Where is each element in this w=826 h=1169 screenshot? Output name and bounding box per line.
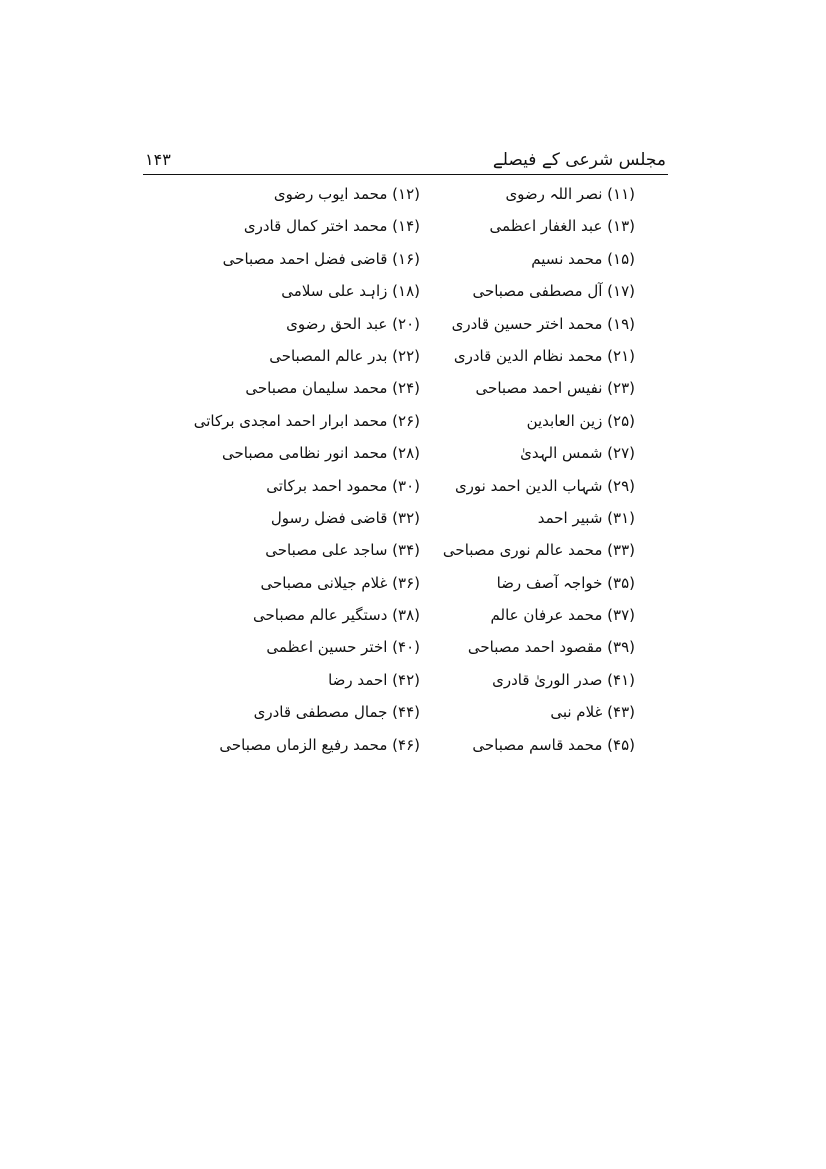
name-entry: (۱۴) محمد اختر کمال قادری bbox=[243, 217, 420, 236]
name-entry: (۱۷) آل مصطفی مصباحی bbox=[472, 282, 635, 301]
name-entry: (۳۱) شبیر احمد bbox=[537, 508, 635, 527]
name-entry: (۳۵) خواجہ آصف رضا bbox=[496, 573, 635, 592]
name-entry: (۳۳) محمد عالم نوری مصباحی bbox=[442, 541, 635, 560]
name-entry: (۴۶) محمد رفیع الزماں مصباحی bbox=[219, 735, 420, 754]
name-entry: (۲۵) زین العابدین bbox=[526, 411, 635, 430]
name-entry: (۲۴) محمد سلیمان مصباحی bbox=[245, 379, 420, 398]
list-row bbox=[245, 375, 635, 407]
list-row bbox=[250, 278, 635, 310]
name-entry: (۴۱) صدر الوریٰ قادری bbox=[492, 670, 635, 689]
name-entry: (۳۰) محمود احمد برکاتی bbox=[266, 476, 420, 495]
name-entry: (۴۴) جمال مصطفی قادری bbox=[253, 703, 420, 722]
list-row bbox=[250, 473, 635, 505]
names-list bbox=[193, 181, 635, 764]
name-entry: (۲۰) عبد الحق رضوی bbox=[286, 314, 420, 333]
name-entry: (۴۳) غلام نبی bbox=[550, 703, 635, 722]
list-row bbox=[219, 732, 635, 764]
name-entry: (۲۷) شمس الہدیٰ bbox=[520, 444, 635, 463]
page-number: ۱۴۳ bbox=[145, 150, 171, 169]
name-entry: (۱۳) عبد الغفار اعظمی bbox=[489, 217, 635, 236]
running-title: مجلس شرعی کے فیصلے bbox=[492, 150, 666, 170]
list-row bbox=[250, 537, 635, 569]
name-entry: (۲۳) نفیس احمد مصباحی bbox=[475, 379, 635, 398]
list-row bbox=[250, 699, 635, 731]
list-row bbox=[250, 634, 635, 666]
name-entry: (۱۸) زاہد علی سلامی bbox=[281, 282, 420, 301]
header-rule bbox=[143, 174, 668, 175]
list-row bbox=[243, 213, 635, 245]
list-row bbox=[250, 505, 635, 537]
name-entry: (۲۸) محمد انور نظامی مصباحی bbox=[221, 444, 420, 463]
name-entry: (۳۸) دستگیر عالم مصباحی bbox=[253, 606, 420, 625]
list-row bbox=[250, 602, 635, 634]
name-entry: (۳۴) ساجد علی مصباحی bbox=[265, 541, 420, 560]
name-entry: (۱۲) محمد ایوب رضوی bbox=[273, 185, 420, 203]
list-row bbox=[250, 570, 635, 602]
list-row bbox=[193, 408, 635, 440]
name-entry: (۳۷) محمد عرفان عالم bbox=[490, 606, 635, 625]
name-entry: (۱۹) محمد اختر حسین قادری bbox=[451, 314, 635, 333]
page-header bbox=[143, 148, 668, 178]
list-row bbox=[221, 440, 635, 472]
name-entry: (۲۱) محمد نظام الدین قادری bbox=[453, 346, 635, 365]
list-row bbox=[222, 246, 635, 278]
name-entry: (۱۵) محمد نسیم bbox=[531, 249, 635, 268]
name-entry: (۳۲) قاضی فضل رسول bbox=[270, 508, 420, 527]
name-entry: (۲۶) محمد ابرار احمد امجدی برکاتی bbox=[193, 411, 420, 430]
list-row bbox=[250, 311, 635, 343]
name-entry: (۴۵) محمد قاسم مصباحی bbox=[472, 735, 635, 754]
list-row bbox=[250, 667, 635, 699]
name-entry: (۲۹) شہاب الدین احمد نوری bbox=[454, 476, 635, 495]
name-entry: (۴۰) اختر حسین اعظمی bbox=[266, 638, 420, 657]
name-entry: (۳۹) مقصود احمد مصباحی bbox=[467, 638, 635, 657]
list-row bbox=[250, 343, 635, 375]
name-entry: (۳۶) غلام جیلانی مصباحی bbox=[260, 573, 420, 592]
name-entry: (۱۶) قاضی فضل احمد مصباحی bbox=[222, 249, 420, 268]
name-entry: (۲۲) بدر عالم المصباحی bbox=[269, 346, 420, 365]
list-row bbox=[250, 181, 635, 213]
name-entry: (۱۱) نصر اللہ رضوی bbox=[505, 185, 635, 203]
name-entry: (۴۲) احمد رضا bbox=[328, 670, 420, 689]
